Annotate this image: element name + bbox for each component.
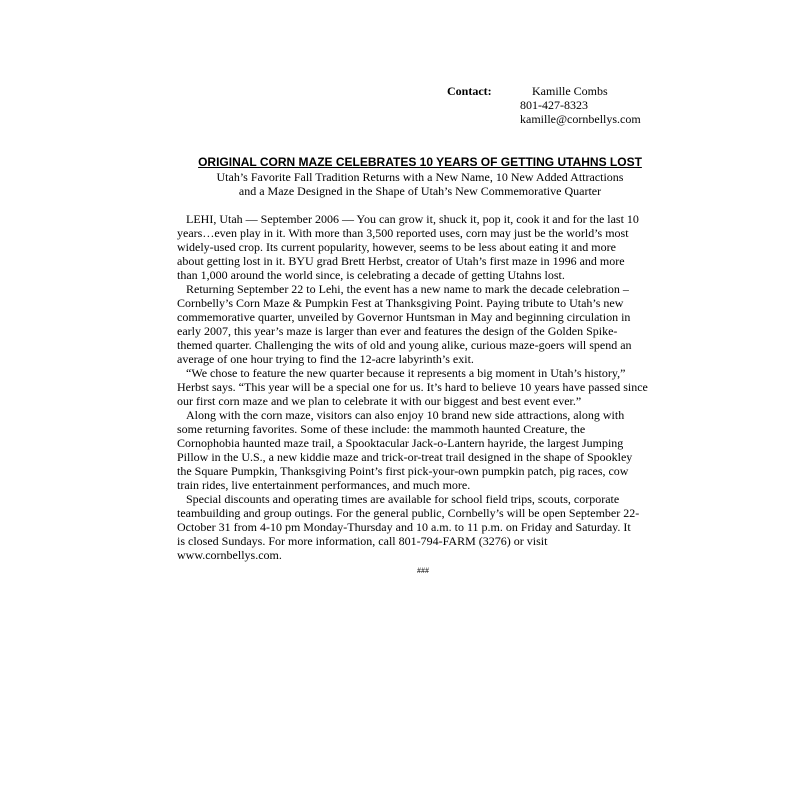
body-line: Pillow in the U.S., a new kiddie maze and trick-or-treat trail designed in the shape of Spookley [177,450,633,464]
body-line: the Square Pumpkin, Thanksgiving Point’s first pick-your-own pumpkin patch, pig races, cow [177,464,629,478]
body-line: about getting lost in it. BYU grad Brett Herbst, creator of Utah’s first maze in 1996 and more [177,254,625,268]
contact-email: kamille@cornbellys.com [520,112,641,126]
press-release-body [177,212,652,562]
body-line: Cornophobia haunted maze trail, a Spooktacular Jack-o-Lantern hayride, the largest Jumping [177,436,624,450]
contact-label: Contact: [447,84,492,98]
contact-details [520,84,641,126]
body-line: Cornbelly’s Corn Maze & Pumpkin Fest at Thanksgiving Point. Paying tribute to Utah’s new [177,296,624,310]
contact-phone: 801-427-8323 [520,98,588,112]
body-line: our first corn maze and we plan to celebrate it with our biggest and best event ever.” [177,394,582,408]
press-release-subhead [0,170,800,198]
body-line: www.cornbellys.com. [177,548,282,562]
body-line: average of one hour trying to find the 12-acre labyrinth’s exit. [177,352,474,366]
body-line: teambuilding and group outings. For the general public, Cornbelly’s will be open September 22- [177,506,640,520]
end-mark: ### [417,566,429,575]
body-line: October 31 from 4-10 pm Monday-Thursday and 10 a.m. to 11 p.m. on Friday and Saturday. It [177,520,631,534]
body-line: commemorative quarter, unveiled by Governor Huntsman in May and beginning circulation in [177,310,631,324]
body-line: is closed Sundays. For more information, call 801-794-FARM (3276) or visit [177,534,548,548]
body-line: themed quarter. Challenging the wits of old and young alike, curious maze-goers will spend an [177,338,632,352]
body-line: than 1,000 around the world since, is celebrating a decade of getting Utahns lost. [177,268,565,282]
press-release-headline: ORIGINAL CORN MAZE CELEBRATES 10 YEARS OF GETTING UTAHNS LOST [198,155,642,169]
body-line: Returning September 22 to Lehi, the event has a new name to mark the decade celebration – [186,282,629,296]
subhead-line: and a Maze Designed in the Shape of Utah’s New Commemorative Quarter [238,184,602,198]
body-line: train rides, live entertainment performances, and much more. [177,478,471,492]
body-line: some returning favorites. Some of these include: the mammoth haunted Creature, the [177,422,586,436]
body-line: widely-used crop. Its current popularity, however, seems to be less about eating it and more [177,240,616,254]
body-line: Along with the corn maze, visitors can also enjoy 10 brand new side attractions, along with [186,408,625,422]
body-line: Special discounts and operating times are available for school field trips, scouts, corporate [186,492,620,506]
body-line: years…even play in it. With more than 3,500 reported uses, corn may just be the world’s most [177,226,629,240]
body-line: “We chose to feature the new quarter because it represents a big moment in Utah’s history,” [186,366,626,380]
body-line: Herbst says. “This year will be a special one for us. It’s hard to believe 10 years have passed since [177,380,648,394]
body-line: early 2007, this year’s maze is larger than ever and features the design of the Golden Spike- [177,324,618,338]
subhead-line: Utah’s Favorite Fall Tradition Returns with a New Name, 10 New Added Attractions [216,170,624,184]
contact-name: Kamille Combs [532,84,608,98]
body-line: LEHI, Utah — September 2006 — You can grow it, shuck it, pop it, cook it and for the last 10 [186,212,639,226]
